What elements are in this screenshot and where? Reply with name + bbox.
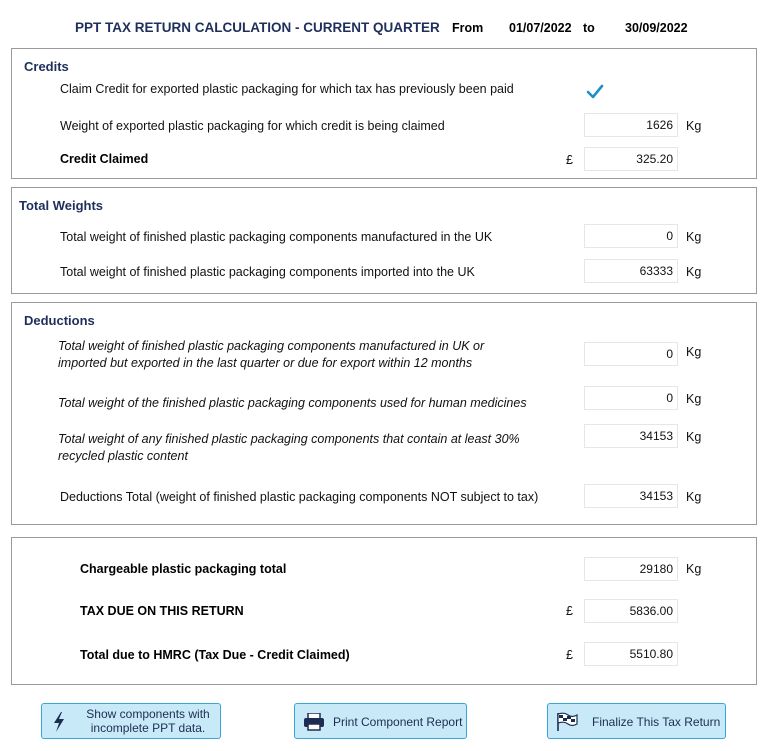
print-component-report-button[interactable] xyxy=(294,703,467,739)
total-weights-section xyxy=(11,187,757,294)
medicines-deduction-field[interactable]: 0 xyxy=(584,386,678,410)
page-header xyxy=(0,20,768,38)
deductions-total-field[interactable]: 34153 xyxy=(584,484,678,508)
total-due-hmrc-label: Total due to HMRC (Tax Due - Credit Claimed) xyxy=(80,648,350,662)
to-date: 30/09/2022 xyxy=(625,21,688,35)
credit-claimed-currency: £ xyxy=(566,153,573,167)
finalize-tax-return-button[interactable] xyxy=(547,703,726,739)
print-component-report-label: Print Component Report xyxy=(333,715,463,729)
chargeable-total-unit: Kg xyxy=(686,562,702,576)
manufactured-weight-field[interactable]: 0 xyxy=(584,224,678,248)
show-components-button[interactable] xyxy=(41,703,221,739)
from-label: From xyxy=(452,21,484,35)
deductions-section xyxy=(11,302,757,525)
exported-deduction-label: Total weight of finished plastic packaging components manufactured in UK or imported but exported in the last quarter or due for export within 12 months xyxy=(58,339,485,370)
claim-credit-label: Claim Credit for exported plastic packaging for which tax has previously been paid xyxy=(60,82,514,96)
credits-section xyxy=(11,48,757,179)
chargeable-total-label: Chargeable plastic packaging total xyxy=(80,562,287,576)
checkmark-icon xyxy=(588,86,602,97)
deductions-total-unit: Kg xyxy=(686,490,702,504)
deductions-title: Deductions xyxy=(24,313,95,328)
recycled-deduction-unit: Kg xyxy=(686,430,702,444)
tax-due-label: TAX DUE ON THIS RETURN xyxy=(80,604,244,618)
chargeable-total-field[interactable]: 29180 xyxy=(584,557,678,581)
manufactured-weight-unit: Kg xyxy=(686,230,702,244)
to-label: to xyxy=(583,21,595,35)
export-weight-label: Weight of exported plastic packaging for which credit is being claimed xyxy=(60,119,445,133)
imported-weight-label: Total weight of finished plastic packaging components imported into the UK xyxy=(60,265,475,279)
page-title: PPT TAX RETURN CALCULATION - CURRENT QUARTER xyxy=(75,20,440,35)
finalize-tax-return-label: Finalize This Tax Return xyxy=(592,715,721,729)
total-weights-title: Total Weights xyxy=(19,198,104,213)
credits-title: Credits xyxy=(24,59,69,74)
printer-icon xyxy=(303,713,325,731)
from-date: 01/07/2022 xyxy=(509,21,572,35)
medicines-deduction-unit: Kg xyxy=(686,392,702,406)
tax-due-currency: £ xyxy=(566,604,573,618)
medicines-deduction-label: Total weight of the finished plastic packaging components used for human medicines xyxy=(58,396,527,410)
summary-section xyxy=(11,537,757,685)
imported-weight-unit: Kg xyxy=(686,265,702,279)
credit-claimed-field[interactable]: 325.20 xyxy=(584,147,678,171)
exported-deduction-unit: Kg xyxy=(686,345,702,359)
tax-due-field[interactable]: 5836.00 xyxy=(584,599,678,623)
recycled-deduction-label: Total weight of any finished plastic packaging components that contain at least 30% recycled plastic content xyxy=(58,432,520,463)
export-weight-field[interactable]: 1626 xyxy=(584,113,678,137)
exported-deduction-field[interactable]: 0 xyxy=(584,342,678,366)
claim-credit-checkbox[interactable] xyxy=(586,83,604,101)
lightning-icon xyxy=(52,711,66,733)
recycled-deduction-field[interactable]: 34153 xyxy=(584,424,678,448)
credit-claimed-label: Credit Claimed xyxy=(60,152,149,166)
total-due-hmrc-currency: £ xyxy=(566,648,573,662)
checkered-flag-icon xyxy=(556,712,578,732)
deductions-total-label: Deductions Total (weight of finished plastic packaging components NOT subject to tax) xyxy=(60,490,539,504)
total-due-hmrc-field[interactable]: 5510.80 xyxy=(584,642,678,666)
export-weight-unit: Kg xyxy=(686,119,702,133)
imported-weight-field[interactable]: 63333 xyxy=(584,259,678,283)
show-components-label: Show components with incomplete PPT data. xyxy=(86,707,210,735)
manufactured-weight-label: Total weight of finished plastic packaging components manufactured in the UK xyxy=(60,230,493,244)
